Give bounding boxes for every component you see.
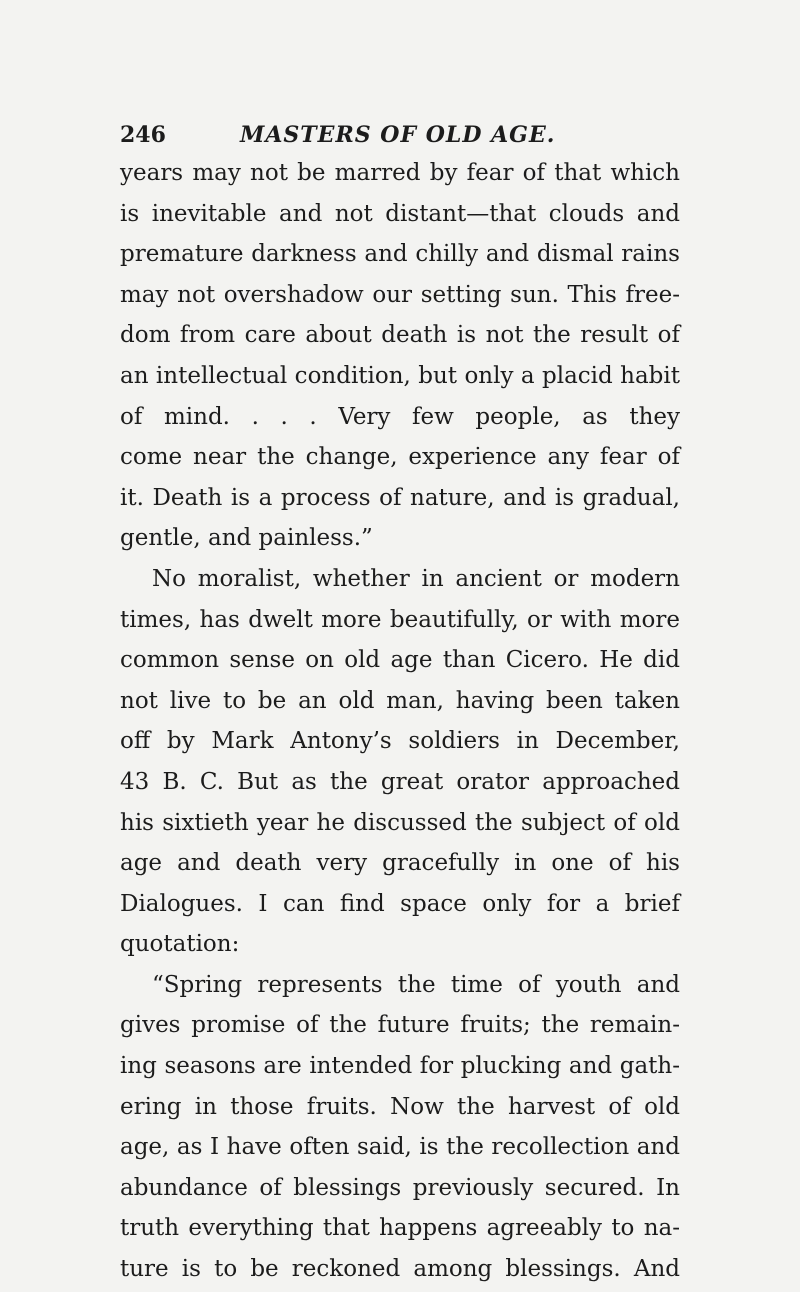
text-line: off by Mark Antony’s soldiers in December, (120, 728, 680, 755)
text-line: common sense on old age than Cicero. He did (120, 647, 680, 674)
text-line: ing seasons are intended for plucking and gath- (120, 1053, 680, 1080)
text-line: age, as I have often said, is the recollection and (120, 1134, 680, 1161)
text-line: gives promise of the future fruits; the remain- (120, 1012, 680, 1039)
text-line: quotation: (120, 931, 240, 958)
text-line: it. Death is a process of nature, and is gradual, (120, 484, 680, 511)
text-line: premature darkness and chilly and dismal rains (120, 241, 680, 268)
text-line: ture is to be reckoned among blessings. And (120, 1256, 680, 1283)
text-line: not live to be an old man, having been taken (120, 687, 680, 714)
text-line: come near the change, experience any fear of (120, 444, 680, 471)
page-header (120, 116, 680, 156)
text-line: of mind. . . . Very few people, as they (120, 403, 680, 430)
text-line: abundance of blessings previously secured. In (120, 1174, 680, 1201)
text-line: an intellectual condition, but only a placid habit (120, 362, 680, 389)
page-number: 246 (120, 122, 166, 148)
text-line: No moralist, whether in ancient or modern (152, 565, 680, 592)
text-line: 43 B. C. But as the great orator approached (120, 768, 680, 795)
text-line: gentle, and painless.” (120, 525, 373, 552)
body-text (120, 153, 680, 1290)
text-line: Dialogues. I can find space only for a brief (120, 890, 680, 917)
text-line: years may not be marred by fear of that which (120, 160, 680, 186)
text-line: ering in those fruits. Now the harvest of old (120, 1093, 680, 1120)
text-line: dom from care about death is not the result of (120, 322, 680, 349)
text-line: is inevitable and not distant—that clouds and (120, 200, 680, 227)
text-line: times, has dwelt more beautifully, or with more (120, 606, 680, 633)
text-line: age and death very gracefully in one of his (120, 850, 680, 877)
text-line: his sixtieth year he discussed the subject of old (120, 809, 680, 836)
running-head: MASTERS OF OLD AGE. (240, 122, 556, 148)
text-line: “Spring represents the time of youth and (152, 971, 680, 998)
text-line: truth everything that happens agreeably to na- (120, 1215, 680, 1242)
text-line: may not overshadow our setting sun. This free- (120, 281, 680, 308)
